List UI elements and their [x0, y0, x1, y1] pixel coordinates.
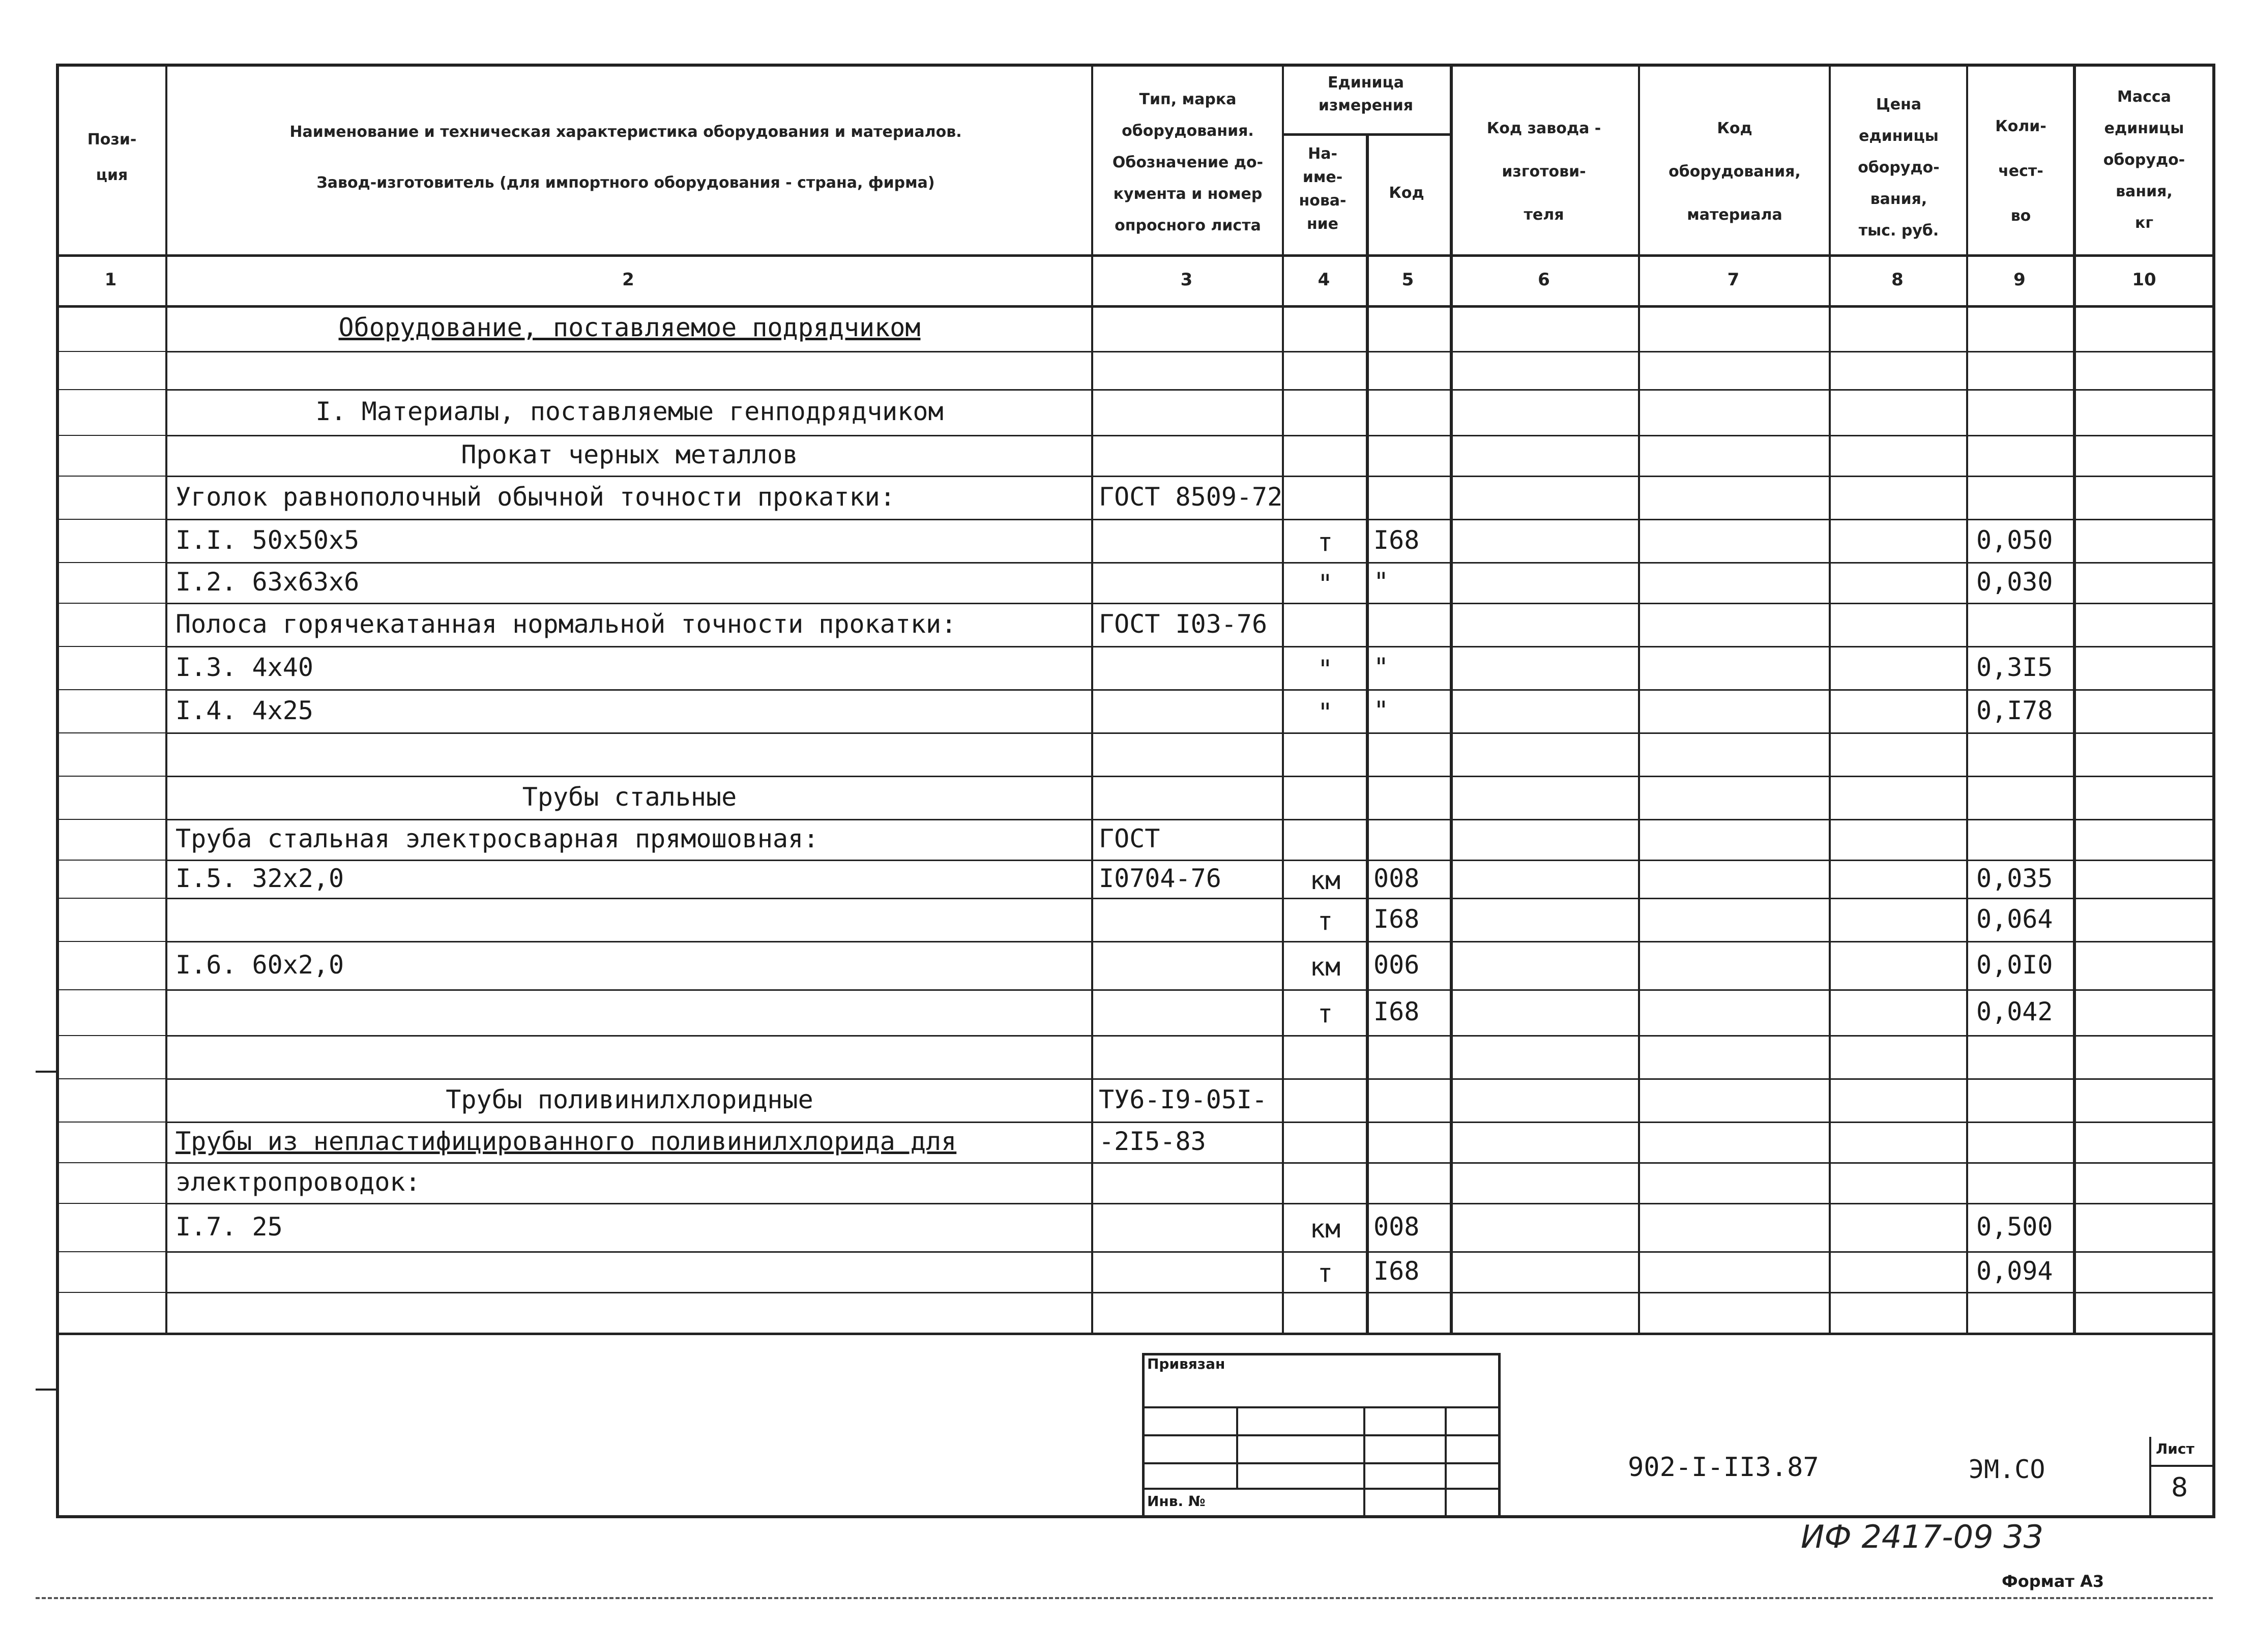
row-divider — [165, 562, 2215, 564]
row-name: I.7. 25 — [175, 1212, 283, 1242]
position-row-divider — [56, 519, 165, 520]
row-code: I68 — [1373, 997, 1420, 1026]
position-row-divider — [56, 689, 165, 690]
row-divider — [165, 435, 2215, 436]
row-code: " — [1373, 695, 1389, 725]
row-quantity: 0,0I0 — [1976, 950, 2053, 980]
row-name: I.2. 63x63x6 — [175, 567, 360, 597]
row-divider — [165, 689, 2215, 691]
header-bottom-line — [56, 254, 2215, 257]
header-position: Пози- ция — [87, 131, 137, 184]
header-unit-code: Код — [1389, 184, 1424, 202]
position-row-divider — [56, 941, 165, 942]
header-plant-code: Код завода - изготови- теля — [1486, 120, 1601, 224]
position-row-divider — [56, 1078, 165, 1079]
row-quantity: 0,094 — [1976, 1256, 2053, 1286]
column-number: 10 — [2132, 270, 2156, 290]
row-name: электропроводок: — [175, 1167, 421, 1197]
unit-header-divider — [1282, 133, 1450, 136]
format-label: Формат А3 — [2002, 1572, 2104, 1591]
row-unit: " — [1317, 569, 1333, 599]
row-divider — [165, 1035, 2215, 1037]
position-row-divider — [56, 435, 165, 436]
bottom-border-line — [36, 1597, 2213, 1599]
sheet-number: 8 — [2171, 1472, 2188, 1503]
row-quantity: 0,050 — [1976, 525, 2053, 555]
position-row-divider — [56, 1162, 165, 1163]
header-equipment-code: Код оборудования, материала — [1669, 120, 1801, 224]
position-row-divider — [56, 603, 165, 604]
row-unit: т — [1317, 1258, 1333, 1288]
row-divider — [165, 1203, 2215, 1204]
document-code: 902-I-II3.87 — [1628, 1452, 1819, 1483]
row-divider — [165, 1292, 2215, 1293]
row-unit: " — [1317, 697, 1333, 727]
row-name: Трубы поливинилхлоридные — [446, 1084, 813, 1114]
row-name: Полоса горячекатанная нормальной точности прокатки: — [175, 609, 957, 639]
row-divider — [165, 1251, 2215, 1253]
row-quantity: 0,064 — [1976, 904, 2053, 934]
row-divider — [165, 819, 2215, 820]
row-divider — [165, 1078, 2215, 1080]
position-row-divider — [56, 562, 165, 563]
position-row-divider — [56, 776, 165, 777]
row-divider — [165, 989, 2215, 991]
row-code: 008 — [1373, 1212, 1420, 1242]
row-code: 008 — [1373, 863, 1420, 893]
row-name: I.I. 50x50x5 — [175, 525, 360, 555]
header-price: Цена единицы оборудо- вания, тыс. руб. — [1858, 96, 1940, 240]
row-unit: т — [1317, 999, 1333, 1028]
row-unit: км — [1309, 1214, 1341, 1244]
row-code: I68 — [1373, 1256, 1420, 1286]
header-type: Тип, марка оборудования. Обозначение до- кумента и номер опросного листа — [1112, 91, 1264, 234]
row-code: " — [1373, 567, 1389, 597]
row-divider — [165, 776, 2215, 777]
position-row-divider — [56, 989, 165, 990]
column-number: 4 — [1318, 270, 1330, 290]
row-unit: " — [1317, 654, 1333, 684]
row-divider — [165, 603, 2215, 604]
column-number: 8 — [1891, 270, 1904, 290]
row-name: I.3. 4x40 — [175, 652, 313, 682]
row-quantity: 0,I78 — [1976, 695, 2053, 725]
header-unit-group: Единица измерения — [1318, 74, 1414, 114]
row-divider — [165, 389, 2215, 391]
row-unit: т — [1317, 527, 1333, 557]
position-row-divider — [56, 351, 165, 352]
row-name: Трубы стальные — [522, 782, 737, 812]
position-row-divider — [56, 898, 165, 899]
row-divider — [165, 646, 2215, 647]
row-divider — [165, 351, 2215, 352]
position-row-divider — [56, 1292, 165, 1293]
position-row-divider — [56, 860, 165, 861]
position-row-divider — [56, 819, 165, 820]
column-number: 2 — [622, 270, 634, 290]
row-quantity: 0,500 — [1976, 1212, 2053, 1242]
column-number: 3 — [1180, 270, 1193, 290]
row-code: 006 — [1373, 950, 1420, 980]
header-quantity: Коли- чест- во — [1995, 117, 2046, 225]
header-mass: Масса единицы оборудо- вания, кг — [2103, 88, 2185, 232]
row-type: ТУ6-I9-05I- — [1099, 1084, 1268, 1114]
row-type: I0704-76 — [1099, 863, 1221, 893]
row-name: Прокат черных металлов — [461, 440, 798, 469]
column-number: 6 — [1538, 270, 1550, 290]
row-type: ГОСТ I03-76 — [1099, 609, 1268, 639]
row-code: I68 — [1373, 904, 1420, 934]
position-row-divider — [56, 1251, 165, 1252]
row-name: I.4. 4x25 — [175, 695, 313, 725]
inventory-label: Инв. № — [1147, 1493, 1206, 1510]
row-divider — [165, 519, 2215, 520]
attached-label: Привязан — [1147, 1355, 1225, 1372]
header-unit-name: На- име- нова- ние — [1299, 145, 1347, 233]
row-name: I. Материалы, поставляемые генподрядчиком — [315, 397, 944, 426]
row-quantity: 0,042 — [1976, 997, 2053, 1026]
column-number: 9 — [2013, 270, 2026, 290]
row-divider — [165, 898, 2215, 899]
row-name: Труба стальная электросварная прямошовная: — [175, 824, 819, 853]
column-number: 5 — [1401, 270, 1414, 290]
position-row-divider — [56, 389, 165, 390]
row-divider — [165, 860, 2215, 861]
position-row-divider — [56, 1035, 165, 1036]
row-unit: т — [1317, 906, 1333, 936]
position-row-divider — [56, 1122, 165, 1123]
number-row-bottom-line — [56, 305, 2215, 308]
position-row-divider — [56, 646, 165, 647]
position-row-divider — [56, 1203, 165, 1204]
row-name: I.6. 60x2,0 — [175, 950, 344, 980]
document-mark: ЭМ.СО — [1969, 1455, 2045, 1484]
header-name: Наименование и техническая характеристика оборудования и материалов. Завод-изготовитель (для импортного оборудования - страна, фирма) — [289, 123, 962, 192]
row-quantity: 0,030 — [1976, 567, 2053, 597]
sheet-label: Лист — [2156, 1440, 2195, 1457]
row-divider — [165, 941, 2215, 942]
row-quantity: 0,035 — [1976, 863, 2053, 893]
column-number: 1 — [104, 270, 117, 290]
row-code: " — [1373, 652, 1389, 682]
table-bottom-line — [56, 1333, 2215, 1335]
row-type: ГОСТ — [1099, 824, 1160, 853]
row-divider — [165, 476, 2215, 477]
position-row-divider — [56, 732, 165, 733]
row-name: Уголок равнополочный обычной точности прокатки: — [175, 482, 895, 512]
row-divider — [165, 1122, 2215, 1123]
position-row-divider — [56, 476, 165, 477]
row-type: ГОСТ 8509-72 — [1099, 482, 1283, 512]
row-name: Трубы из непластифицированного поливинилхлорида для — [175, 1127, 957, 1156]
row-unit: км — [1309, 865, 1341, 895]
row-quantity: 0,3I5 — [1976, 652, 2053, 682]
row-divider — [165, 1162, 2215, 1164]
row-name: Оборудование, поставляемое подрядчиком — [338, 313, 921, 342]
row-type: -2I5-83 — [1099, 1127, 1206, 1156]
handwritten-inventory-number: ИФ 2417-09 33 — [1801, 1518, 2044, 1555]
row-unit: км — [1309, 952, 1341, 982]
row-code: I68 — [1373, 525, 1420, 555]
row-name: I.5. 32x2,0 — [175, 863, 344, 893]
column-number: 7 — [1727, 270, 1740, 290]
row-divider — [165, 732, 2215, 734]
